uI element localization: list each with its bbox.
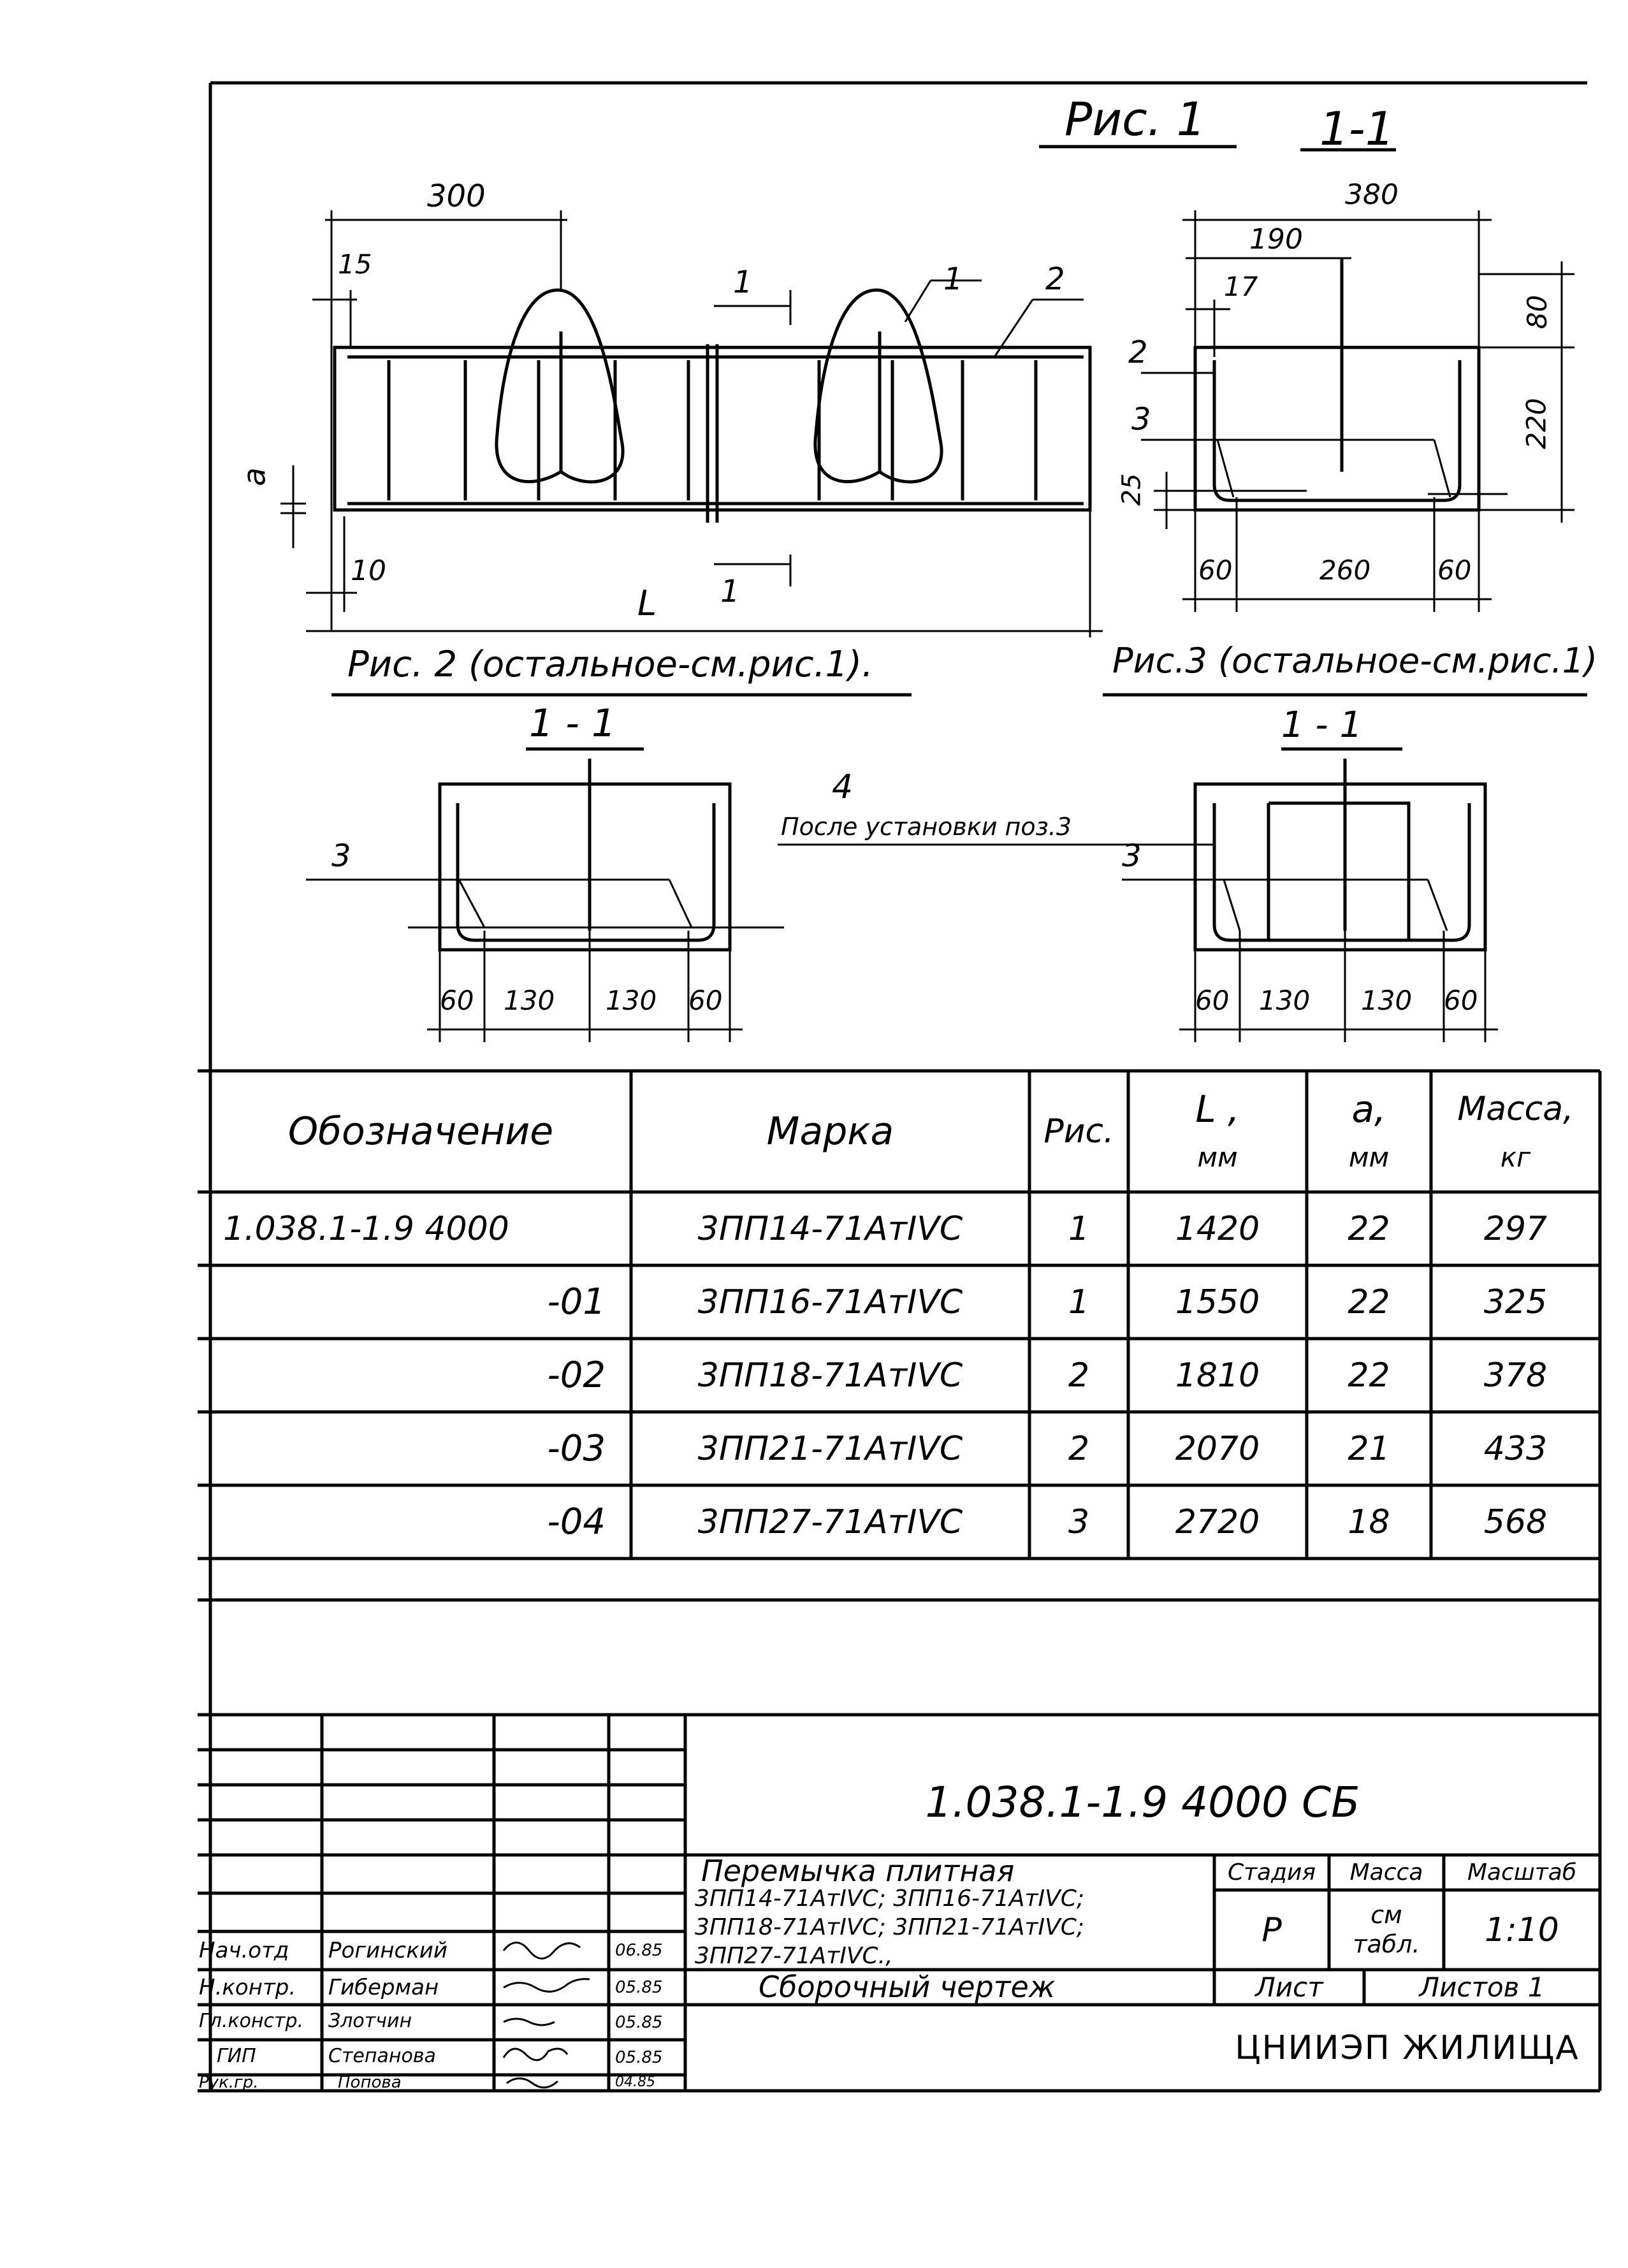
scale-value: 1:10 bbox=[1485, 1910, 1559, 1949]
section2-dim-60b: 60 bbox=[688, 985, 723, 1016]
row-designation: -02 bbox=[547, 1355, 606, 1396]
fig2-title: Рис. 2 (остальное-см.рис.1). bbox=[347, 644, 873, 685]
section3-dim-130a: 130 bbox=[1259, 985, 1311, 1016]
row-mass: 568 bbox=[1483, 1502, 1548, 1541]
row-L: 2720 bbox=[1175, 1502, 1260, 1541]
section1-dim-17: 17 bbox=[1224, 271, 1258, 302]
row-L: 2070 bbox=[1175, 1429, 1260, 1468]
fig1-dim-300: 300 bbox=[427, 178, 486, 214]
row-brand: 3ПП21-71АтIVC bbox=[697, 1429, 963, 1468]
signature-role: Н.контр. bbox=[199, 1975, 296, 2000]
section3-dim-60b: 60 bbox=[1444, 985, 1478, 1016]
row-fig: 1 bbox=[1068, 1283, 1090, 1321]
row-designation: -01 bbox=[547, 1281, 606, 1323]
product-name-line4: 3ПП27-71АтIVC., bbox=[695, 1943, 893, 1969]
row-fig: 3 bbox=[1068, 1502, 1090, 1541]
header-L-unit: мм bbox=[1197, 1141, 1238, 1173]
header-fig: Рис. bbox=[1043, 1112, 1114, 1151]
product-name-line2: 3ПП14-71АтIVC; 3ПП16-71АтIVC; bbox=[695, 1886, 1084, 1912]
row-L: 1810 bbox=[1175, 1356, 1260, 1395]
signature-name: Попова bbox=[338, 2073, 402, 2092]
row-designation: -04 bbox=[547, 1501, 606, 1543]
section1-dim-190: 190 bbox=[1249, 223, 1303, 256]
row-L: 1550 bbox=[1175, 1283, 1260, 1321]
signature-name: Гиберман bbox=[328, 1975, 439, 2000]
fig1-pos2-label: 2 bbox=[1045, 261, 1065, 297]
section1-dim-380: 380 bbox=[1345, 178, 1399, 211]
signature-name: Рогинский bbox=[328, 1938, 447, 1963]
fig1-pos1-label: 1 bbox=[943, 261, 963, 297]
section1-dim-260: 260 bbox=[1319, 555, 1371, 586]
section2-dim-130b: 130 bbox=[606, 985, 657, 1016]
signature-date: 04.85 bbox=[615, 2074, 655, 2090]
fig1-title: Рис. 1 bbox=[1065, 92, 1206, 146]
product-name-line1: Перемычка плитная bbox=[701, 1854, 1015, 1888]
section3-pos4-label: 4 bbox=[832, 768, 854, 806]
stage-value: Р bbox=[1261, 1910, 1282, 1949]
fig3-title: Рис.3 (остальное-см.рис.1) bbox=[1112, 641, 1598, 681]
scale-header: Масштаб bbox=[1467, 1859, 1577, 1886]
mass-header: Масса bbox=[1349, 1859, 1423, 1886]
row-a: 21 bbox=[1348, 1429, 1390, 1468]
row-mass: 325 bbox=[1483, 1283, 1548, 1321]
doc-code: 1.038.1-1.9 4000 СБ bbox=[925, 1778, 1360, 1827]
section3-title: 1 - 1 bbox=[1281, 704, 1363, 746]
section1-title: 1-1 bbox=[1319, 102, 1395, 156]
signature-role: Рук.гр. bbox=[199, 2073, 259, 2092]
signature-date: 05.85 bbox=[615, 2013, 663, 2032]
section3-pos3-label: 3 bbox=[1122, 838, 1142, 874]
header-L: L , bbox=[1195, 1087, 1240, 1131]
row-fig: 1 bbox=[1068, 1209, 1090, 1248]
section3-pos4-note: После установки поз.3 bbox=[781, 813, 1072, 841]
fig1-dim-15: 15 bbox=[338, 249, 372, 280]
product-name-line3: 3ПП18-71АтIVC; 3ПП21-71АтIVC; bbox=[695, 1914, 1084, 1940]
section1-dim-25: 25 bbox=[1117, 473, 1147, 506]
row-brand: 3ПП18-71АтIVC bbox=[697, 1356, 963, 1395]
row-mass: 378 bbox=[1483, 1356, 1548, 1395]
header-a-unit: мм bbox=[1348, 1141, 1390, 1173]
header-a: a, bbox=[1351, 1087, 1386, 1131]
organization: ЦНИИЭП ЖИЛИЩА bbox=[1235, 2028, 1580, 2067]
section3-dim-130b: 130 bbox=[1361, 985, 1413, 1016]
mass-value: см табл. bbox=[1353, 1900, 1420, 1958]
section2-dim-130a: 130 bbox=[504, 985, 555, 1016]
row-designation: 1.038.1-1.9 4000 bbox=[223, 1209, 509, 1248]
section1-dim-60a: 60 bbox=[1198, 555, 1233, 586]
row-fig: 2 bbox=[1068, 1429, 1090, 1468]
row-designation: -03 bbox=[547, 1428, 606, 1469]
row-brand: 3ПП16-71АтIVC bbox=[697, 1283, 963, 1321]
section2-title: 1 - 1 bbox=[529, 701, 616, 746]
fig1-dim-10: 10 bbox=[351, 555, 386, 587]
fig1-dim-L: L bbox=[637, 583, 657, 623]
row-L: 1420 bbox=[1175, 1209, 1260, 1248]
section1-pos3-label: 3 bbox=[1131, 402, 1151, 437]
section1-pos2-label: 2 bbox=[1128, 335, 1148, 370]
section3-dim-60a: 60 bbox=[1195, 985, 1230, 1016]
row-a: 22 bbox=[1348, 1356, 1390, 1395]
signature-date: 05.85 bbox=[615, 1978, 663, 1997]
signature-date: 05.85 bbox=[615, 2048, 663, 2067]
row-fig: 2 bbox=[1068, 1356, 1090, 1395]
section1-dim-80: 80 bbox=[1522, 294, 1553, 330]
header-brand: Марка bbox=[766, 1109, 894, 1154]
signature-role: Гл.констр. bbox=[199, 2010, 304, 2032]
row-a: 22 bbox=[1348, 1209, 1390, 1248]
header-mass-unit: кг bbox=[1500, 1141, 1531, 1173]
sheets-label: Листов 1 bbox=[1419, 1972, 1545, 2003]
signature-date: 06.85 bbox=[615, 1941, 663, 1960]
row-brand: 3ПП14-71АтIVC bbox=[697, 1209, 963, 1248]
section2-dim-60a: 60 bbox=[440, 985, 474, 1016]
fig1-cut-mark-top: 1 bbox=[733, 265, 753, 300]
signature-name: Степанова bbox=[328, 2045, 436, 2067]
row-brand: 3ПП27-71АтIVC bbox=[697, 1502, 963, 1541]
section2-pos3-label: 3 bbox=[331, 838, 351, 874]
signature-name: Злотчин bbox=[328, 2010, 412, 2032]
stage-header: Стадия bbox=[1227, 1859, 1316, 1886]
row-mass: 297 bbox=[1483, 1209, 1548, 1248]
header-mass: Масса, bbox=[1457, 1090, 1574, 1128]
fig1-dim-a: a bbox=[236, 467, 273, 486]
sheet-label: Лист bbox=[1255, 1972, 1323, 2003]
drawing-type: Сборочный чертеж bbox=[759, 1970, 1056, 2004]
fig1-cut-mark-bottom: 1 bbox=[720, 574, 740, 609]
row-a: 22 bbox=[1348, 1283, 1390, 1321]
section1-dim-220: 220 bbox=[1520, 398, 1552, 449]
signature-role: Нач.отд bbox=[199, 1938, 289, 1963]
row-mass: 433 bbox=[1483, 1429, 1548, 1468]
row-a: 18 bbox=[1348, 1502, 1390, 1541]
section1-dim-60b: 60 bbox=[1437, 555, 1472, 586]
header-designation: Обозначение bbox=[287, 1109, 554, 1154]
signature-role: ГИП bbox=[217, 2045, 256, 2067]
